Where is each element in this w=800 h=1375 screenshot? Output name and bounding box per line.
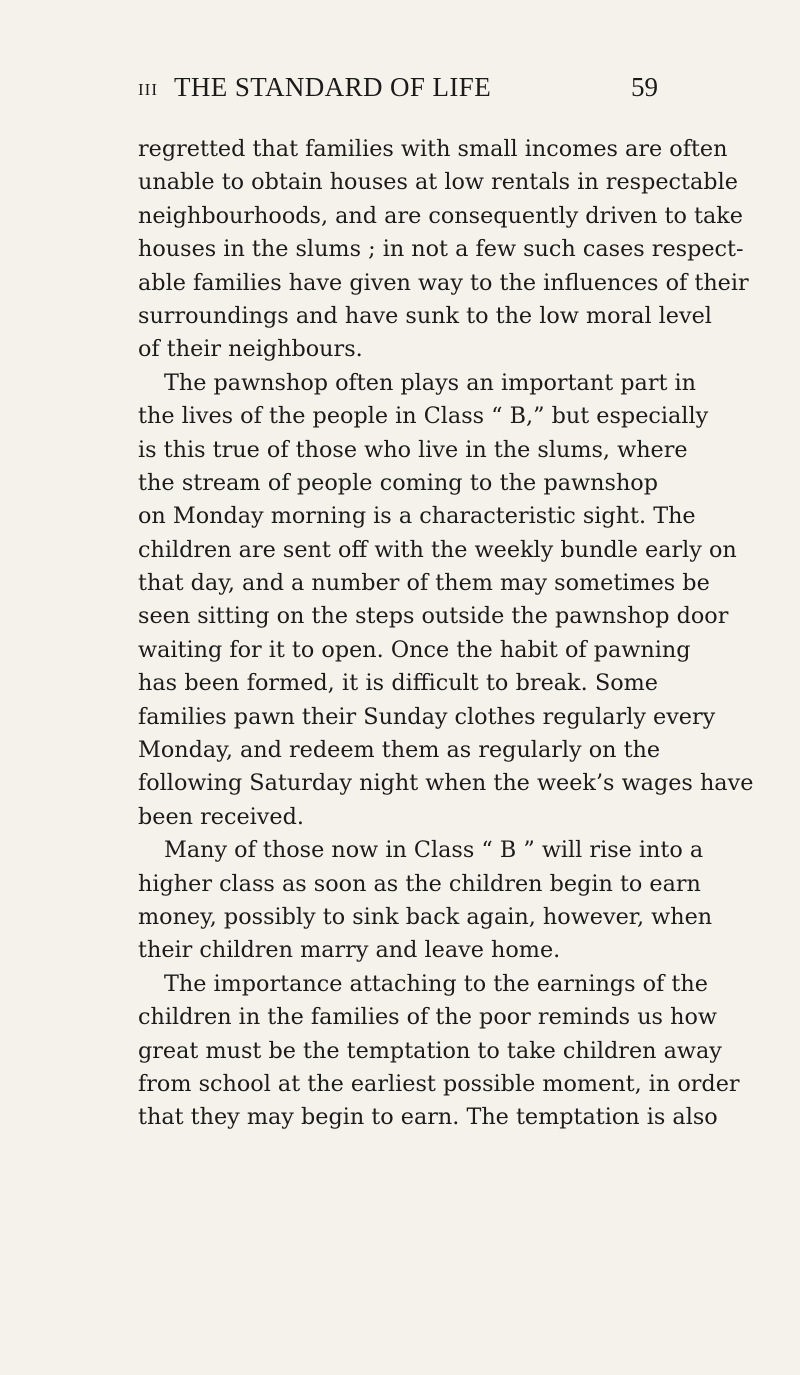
body-text (138, 133, 754, 1135)
text-line: children are sent off with the weekly bundle early on (138, 536, 737, 563)
paragraph-end-line: of their neighbours. (138, 336, 363, 363)
running-title: THE STANDARD OF LIFE (174, 72, 492, 102)
text-line: waiting for it to open. Once the habit of pawning (138, 636, 691, 663)
text-line: able families have given way to the influences of their (138, 269, 749, 296)
text-line: from school at the earliest possible moment, in order (138, 1070, 740, 1097)
text-line: that they may begin to earn. The temptation is also (138, 1104, 718, 1131)
text-line: following Saturday night when the week’s wages have (138, 770, 754, 797)
text-line: children in the families of the poor reminds us how (138, 1004, 717, 1031)
text-line: on Monday morning is a characteristic sight. The (138, 503, 696, 530)
text-line: that day, and a number of them may sometimes be (138, 570, 710, 597)
running-head (138, 72, 658, 108)
text-line: families pawn their Sunday clothes regularly every (138, 703, 716, 730)
text-line: the stream of people coming to the pawnshop (138, 469, 658, 496)
text-line: has been formed, it is difficult to break. Some (138, 670, 658, 697)
chapter-number: III (138, 80, 158, 99)
paragraph-first-line: The pawnshop often plays an important part in (164, 369, 697, 396)
text-line: surroundings and have sunk to the low moral level (138, 302, 712, 329)
text-line: Monday, and redeem them as regularly on the (138, 737, 661, 764)
paragraph-end-line: their children marry and leave home. (138, 937, 561, 964)
text-line: regretted that families with small incomes are often (138, 136, 728, 162)
text-line: great must be the temptation to take children away (138, 1037, 722, 1064)
paragraph-end-line: been received. (138, 803, 304, 830)
text-line: is this true of those who live in the slums, where (138, 436, 688, 463)
paragraph-first-line: Many of those now in Class “ B ” will rise into a (164, 837, 704, 864)
text-line: unable to obtain houses at low rentals in respectable (138, 169, 738, 196)
text-line: seen sitting on the steps outside the pawnshop door (138, 603, 729, 630)
text-line: neighbourhoods, and are consequently driven to take (138, 202, 743, 229)
text-line: money, possibly to sink back again, however, when (138, 903, 713, 930)
text-line: the lives of the people in Class “ B,” but especially (138, 403, 709, 430)
text-line: houses in the slums ; in not a few such cases respect- (138, 236, 744, 263)
text-line: higher class as soon as the children begin to earn (138, 870, 701, 897)
paragraph-first-line: The importance attaching to the earnings of the (164, 970, 708, 997)
page-number: 59 (631, 72, 658, 102)
